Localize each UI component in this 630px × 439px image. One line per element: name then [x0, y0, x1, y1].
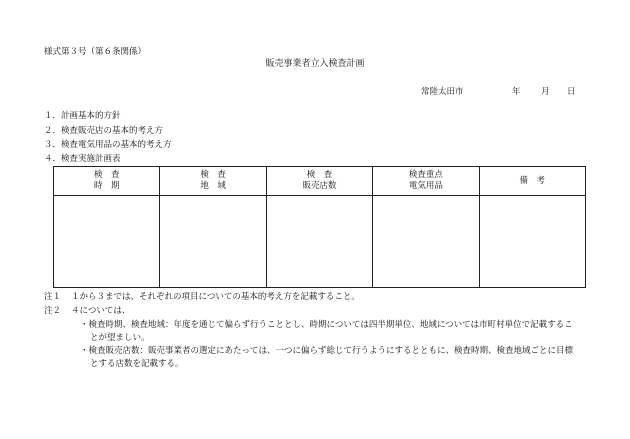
header-priority-products — [373, 167, 479, 196]
header-inspection-period — [54, 167, 160, 196]
header-store-count — [266, 167, 372, 196]
cell-inspection-period[interactable] — [54, 196, 160, 288]
note2-label: 注２ — [44, 306, 62, 316]
document-title: 販売事業者立入検査計画 — [265, 59, 365, 69]
month-label: 月 — [541, 87, 550, 97]
header-line1: 検査重点 — [408, 170, 443, 180]
table-body-row — [54, 196, 586, 288]
inspection-plan-table — [53, 166, 586, 288]
note1-text: １から３までは、それぞれの項目についての基本的考え方を記載すること。 — [71, 292, 360, 302]
note2-bullet-period-area: ・検査時期、検査地域：年度を通じて偏らず行うこととし、時期については四半期単位、地域については市町村単位で記載するこ — [80, 320, 573, 330]
header-inspection-area — [160, 167, 266, 196]
form-number: 様式第３号（第６条関係） — [44, 47, 147, 57]
header-line2: 地 域 — [200, 181, 226, 191]
item-plan-table: ４．検査実施計画表 — [44, 154, 121, 164]
item-store-approach: ２．検査販売店の基本的考え方 — [44, 126, 164, 136]
item-product-approach: ３．検査電気用品の基本的考え方 — [44, 140, 172, 150]
year-label: 年 — [512, 87, 521, 97]
header-line2: 販売店数 — [302, 181, 337, 191]
header-line1: 備 考 — [519, 175, 546, 186]
header-line1: 検 査 — [306, 170, 333, 180]
note2-bullet-store-count: ・検査販売店数：販売事業者の選定にあたっては、一つに偏らず総じて行うようにするとともに、検査時期、検査地域ごとに目標 — [80, 346, 574, 356]
day-label: 日 — [567, 87, 576, 97]
city-name: 常陸太田市 — [421, 87, 464, 97]
cell-priority-products[interactable] — [373, 196, 479, 288]
table-header-row — [54, 167, 586, 196]
note1-label: 注１ — [44, 292, 62, 302]
header-line1: 検 査 — [93, 170, 120, 180]
note2-text: ４については、 — [71, 306, 131, 316]
header-line1: 検 査 — [200, 170, 226, 180]
header-line2: 電気用品 — [408, 181, 443, 191]
cell-remarks[interactable] — [479, 196, 585, 288]
header-line2: 時 期 — [93, 181, 120, 191]
note2-bullet-period-area-cont: とが望ましい。 — [90, 333, 150, 343]
cell-inspection-area[interactable] — [160, 196, 266, 288]
note2-bullet-store-count-cont: とする店数を記載する。 — [90, 359, 184, 369]
header-remarks — [479, 167, 585, 196]
item-basic-policy: １．計画基本的方針 — [44, 111, 121, 121]
cell-store-count[interactable] — [266, 196, 372, 288]
